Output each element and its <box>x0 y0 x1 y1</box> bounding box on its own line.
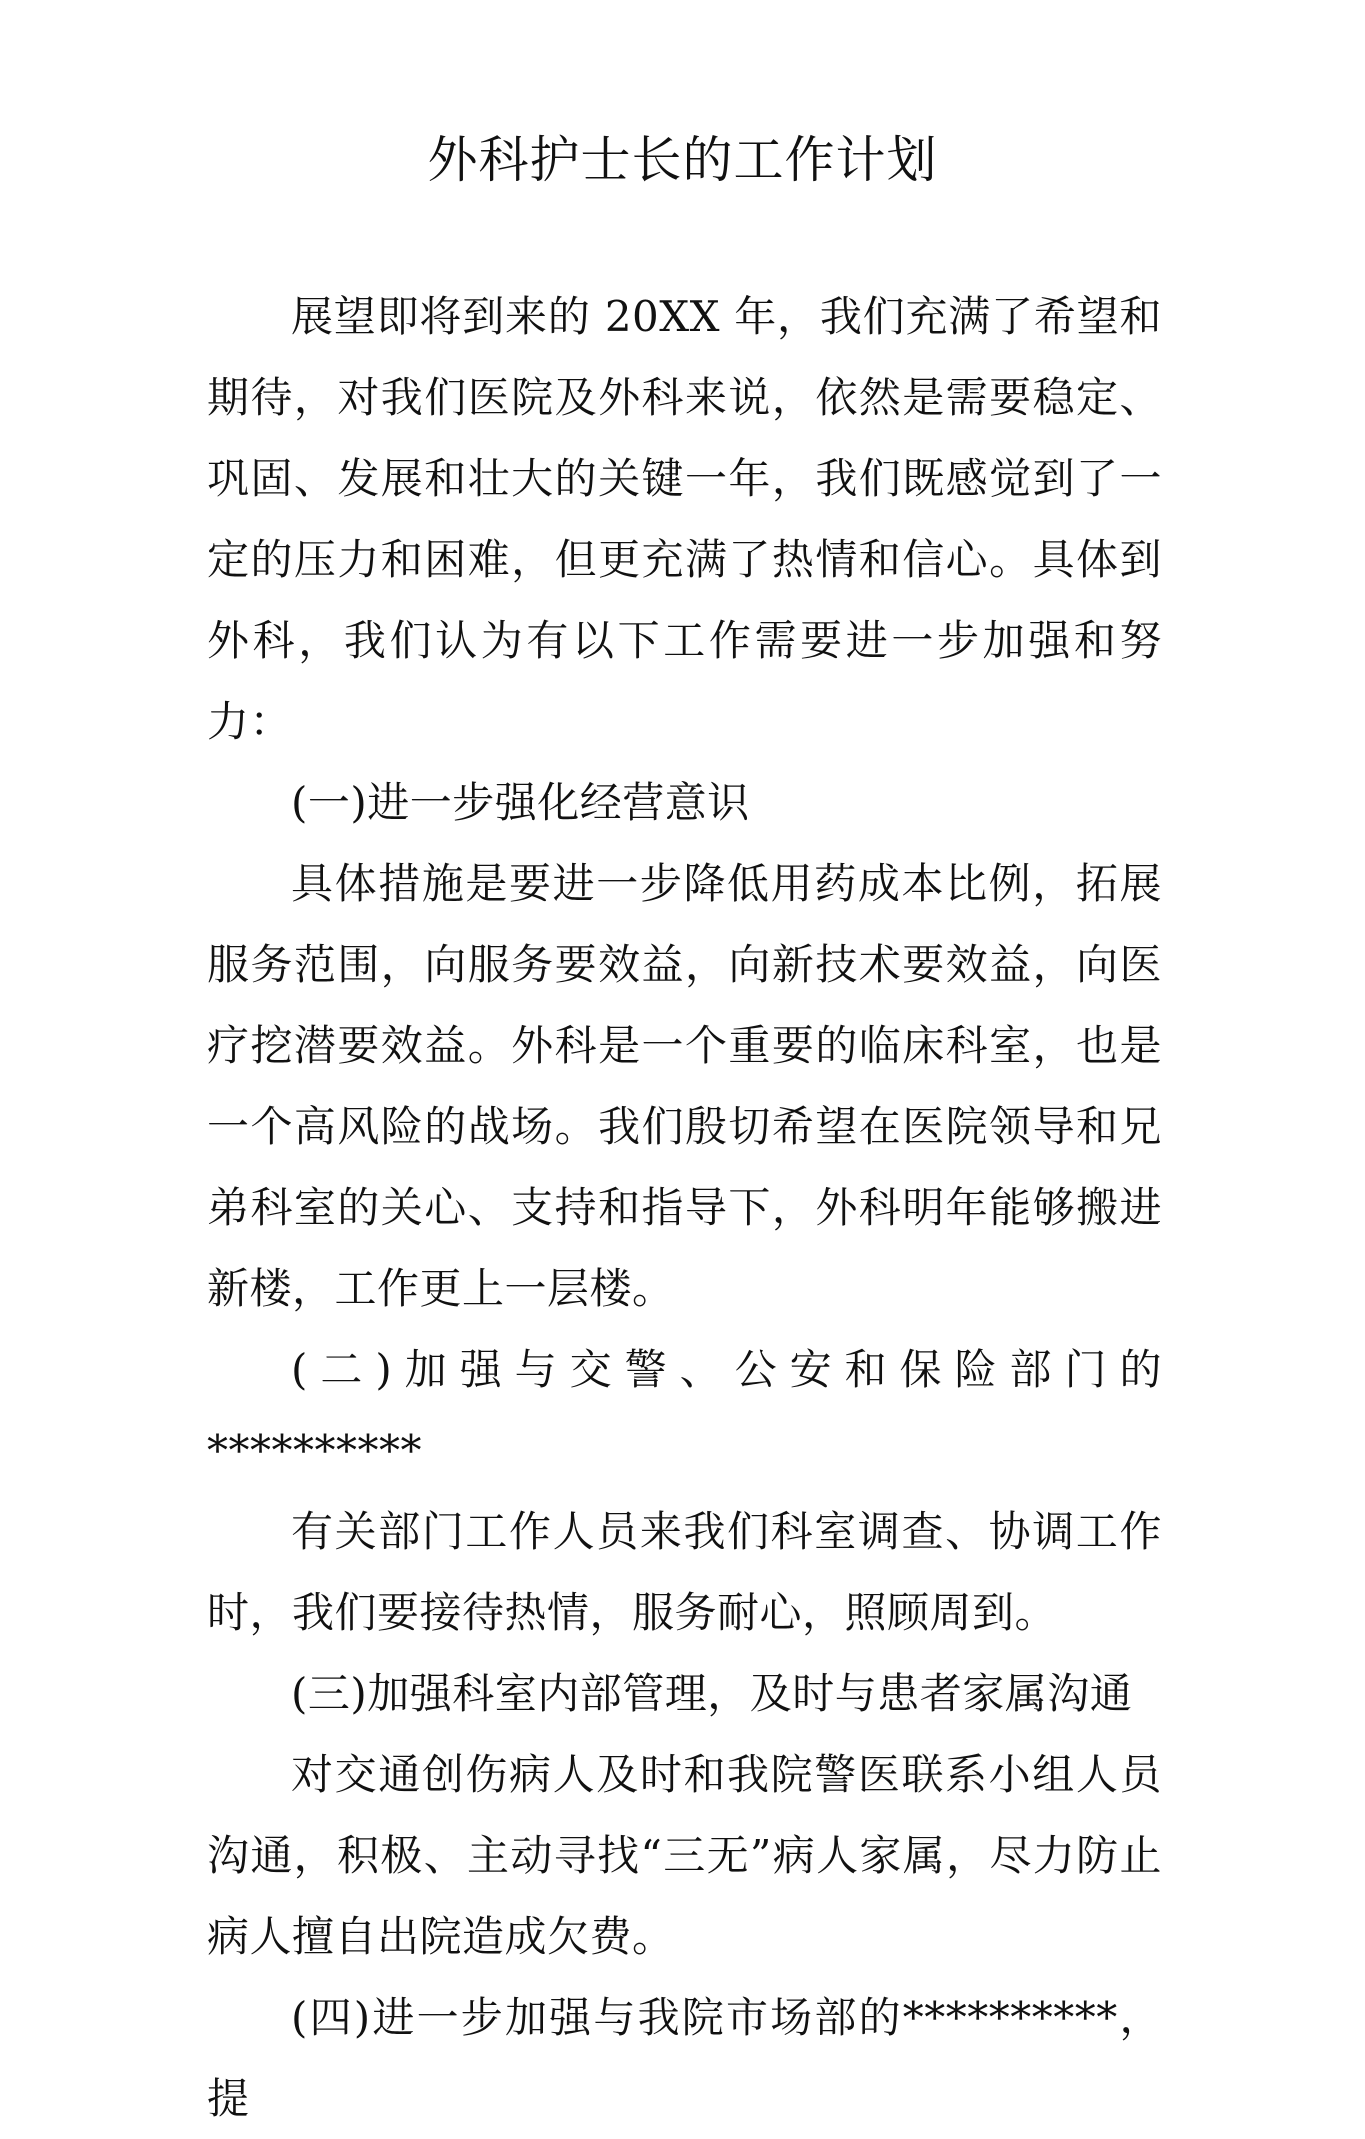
section-paragraph-1: 具体措施是要进一步降低用药成本比例，拓展服务范围，向服务要效益，向新技术要效益，向医疗挖潜要效益。外科是一个重要的临床科室，也是一个高风险的战场。我们殷切希望在医院领导和兄弟科室的关心、支持和指导下，外科明年能够搬进新楼，工作更上一层楼。 <box>207 859 1162 1313</box>
section-heading-1: (一)进一步强化经营意识 <box>291 778 750 827</box>
section-heading-3: (三)加强科室内部管理，及时与患者家属沟通 <box>291 1669 1133 1718</box>
document-body <box>207 276 1162 2139</box>
section-heading-4: (四)进一步加强与我院市场部的**********，提 <box>207 1993 1162 2123</box>
intro-paragraph: 展望即将到来的 20XX 年，我们充满了希望和期待，对我们医院及外科来说，依然是需要稳定、巩固、发展和壮大的关键一年，我们既感觉到了一定的压力和困难，但更充满了热情和信心。具体到外科，我们认为有以下工作需要进一步加强和努力： <box>207 292 1162 746</box>
section-paragraph-2: 有关部门工作人员来我们科室调查、协调工作时，我们要接待热情，服务耐心，照顾周到。 <box>207 1507 1162 1637</box>
section-paragraph-3: 对交通创伤病人及时和我院警医联系小组人员沟通，积极、主动寻找“三无”病人家属，尽力防止病人擅自出院造成欠费。 <box>207 1750 1162 1961</box>
document-title: 外科护士长的工作计划 <box>427 131 938 189</box>
section-heading-2: (二)加强与交警、公安和保险部门的********** <box>207 1345 1162 1475</box>
